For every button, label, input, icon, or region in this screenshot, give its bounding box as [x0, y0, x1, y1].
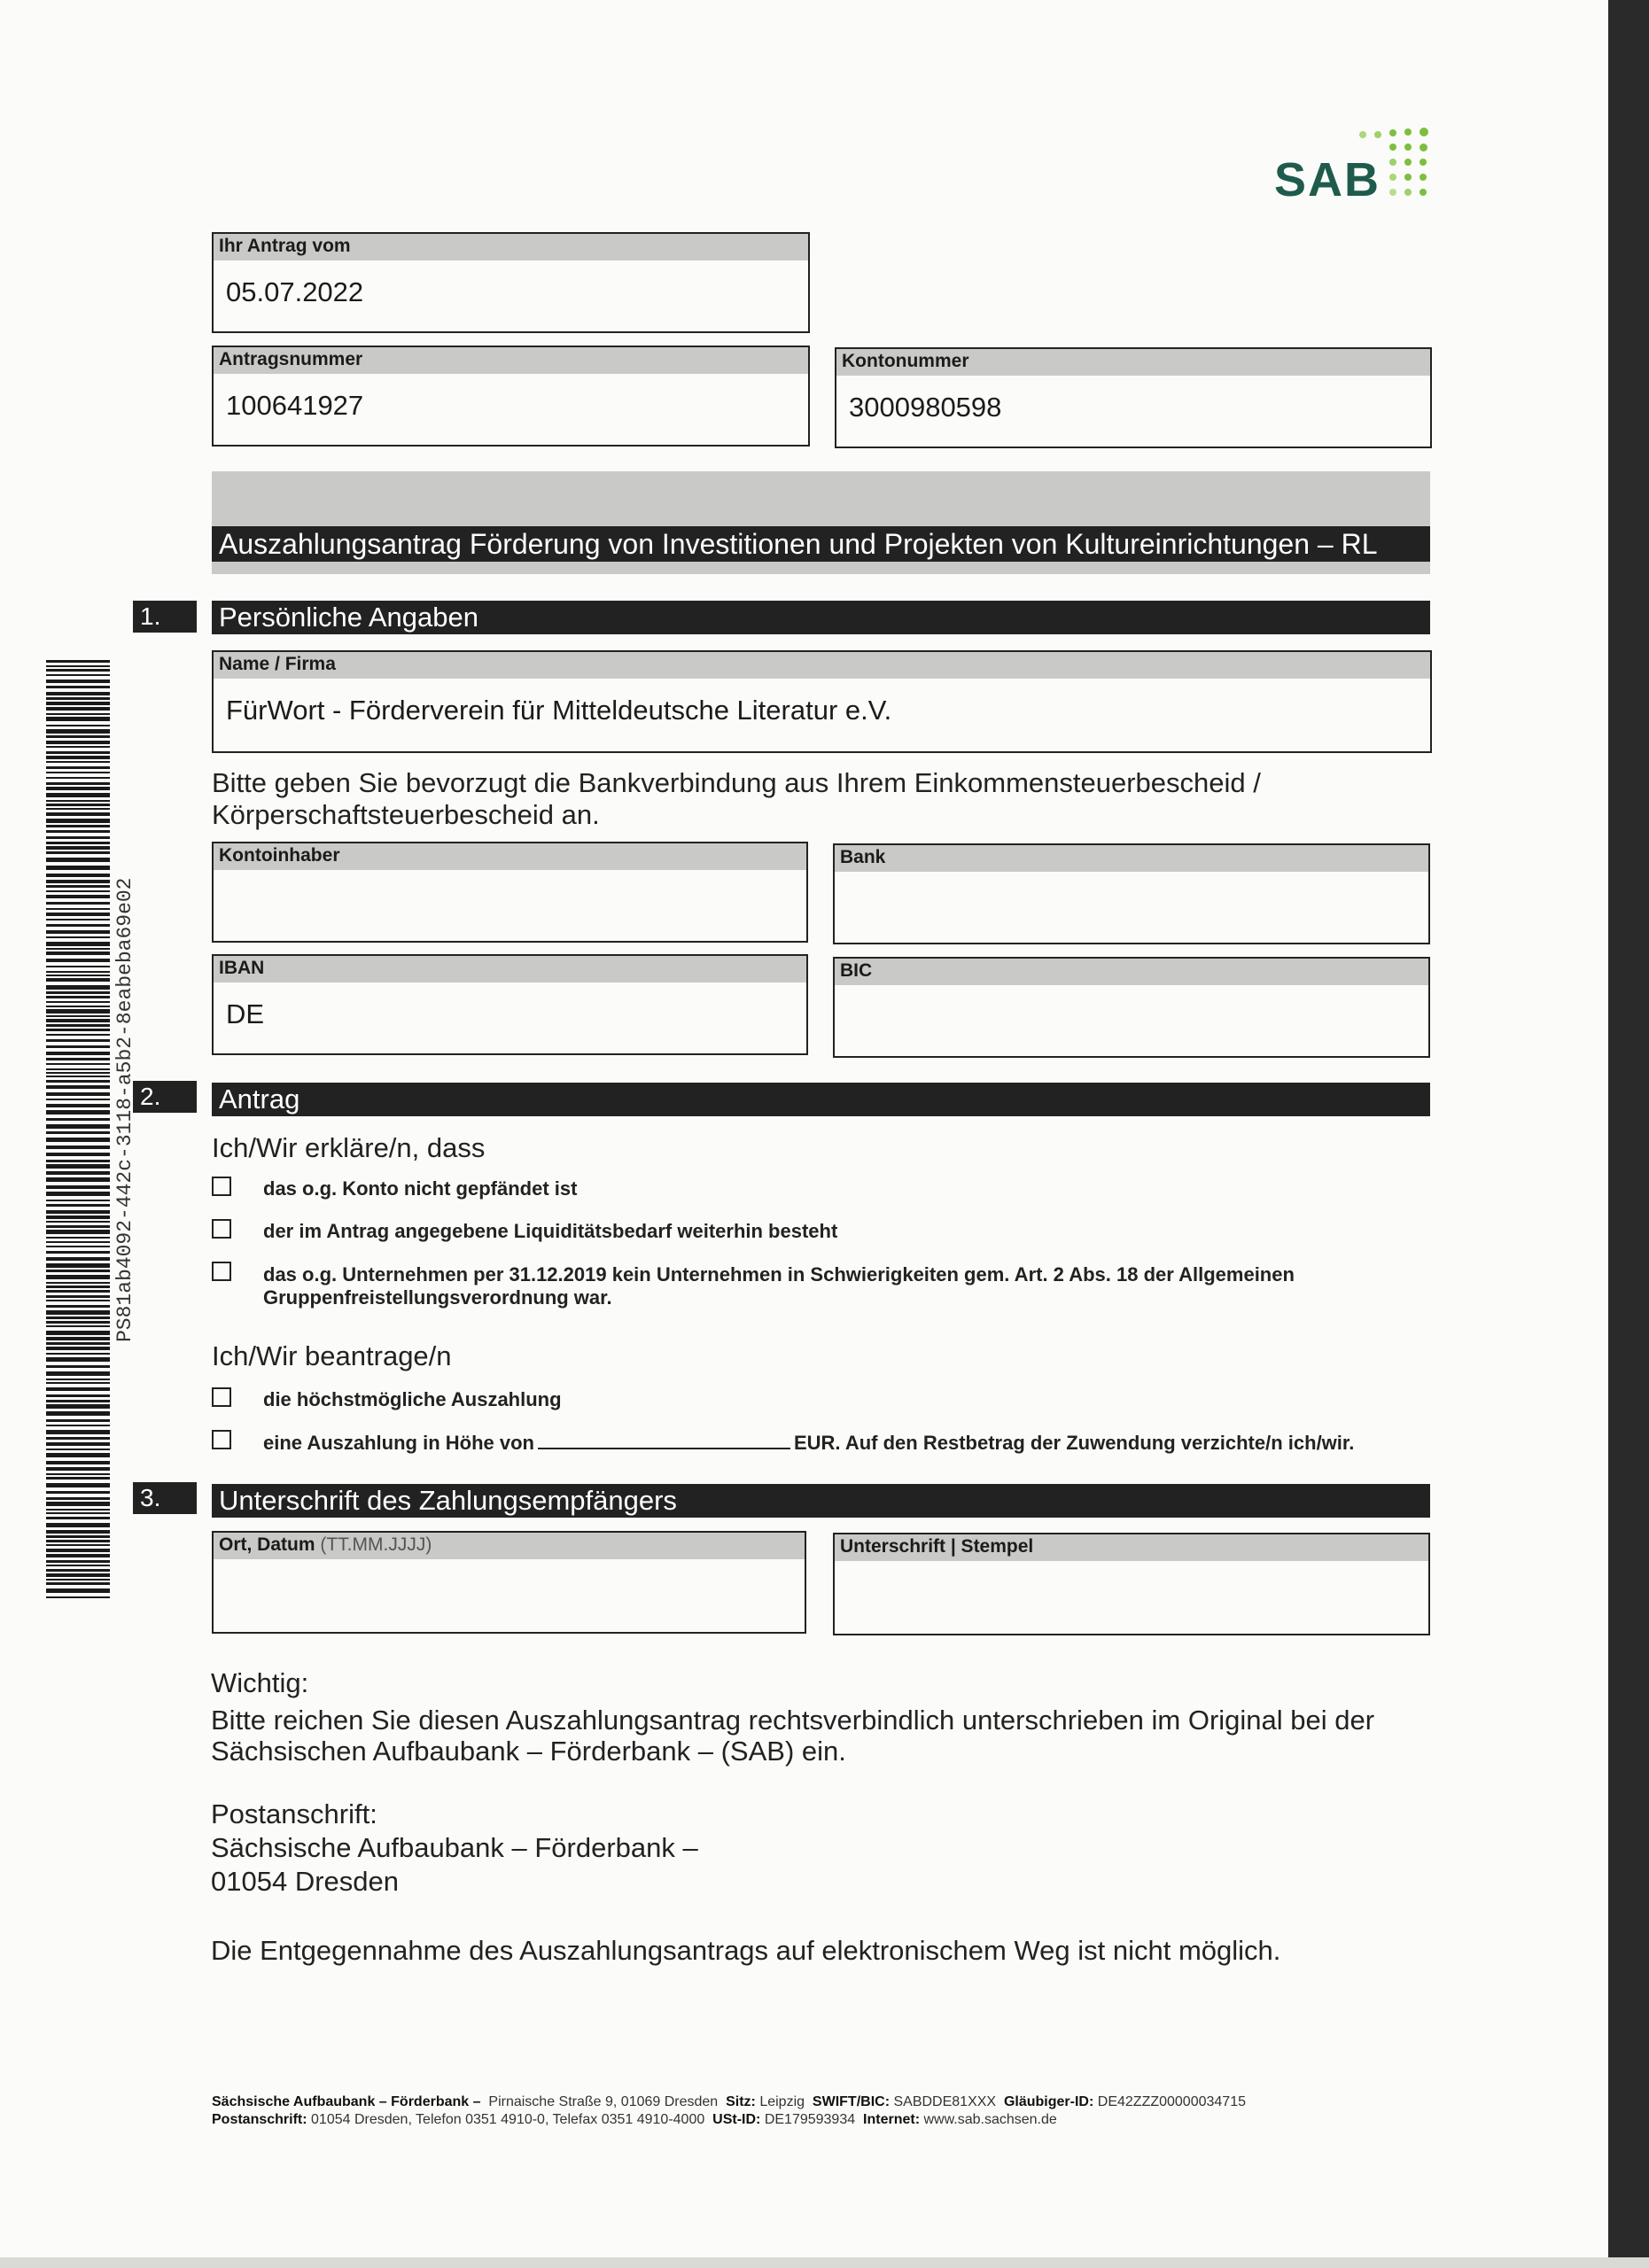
- amount-input-line[interactable]: [538, 1432, 790, 1449]
- barcode-bar: [46, 919, 110, 920]
- barcode-bar: [46, 880, 110, 883]
- bank-value: [835, 872, 1428, 888]
- sab-logo: [1274, 124, 1434, 213]
- barcode-text: PS81ab4092-442c-3118-a5b2-8eabeba69e02: [113, 877, 136, 1342]
- kontoinhaber-label: Kontoinhaber: [214, 843, 806, 870]
- barcode-bar: [46, 1400, 110, 1402]
- barcode-bar: [46, 1006, 110, 1007]
- barcode-bar: [46, 713, 110, 715]
- barcode-bar: [46, 1509, 110, 1511]
- barcode-bar: [46, 1015, 110, 1017]
- barcode-bar: [46, 1290, 110, 1293]
- antragsnummer-value: 100641927: [226, 390, 364, 421]
- declare-checkbox-1[interactable]: [212, 1177, 231, 1196]
- postal-line1: Sächsische Aufbaubank – Förderbank –: [211, 1832, 698, 1863]
- bank-label: Bank: [835, 845, 1428, 872]
- barcode-bar: [46, 1467, 110, 1471]
- barcode-bar: [46, 1382, 110, 1384]
- barcode-bar: [46, 1009, 110, 1014]
- barcode-bar: [46, 1337, 110, 1340]
- scan-edge: [1608, 0, 1649, 2268]
- barcode-bar: [46, 1153, 110, 1156]
- barcode-bar: [46, 1177, 110, 1182]
- barcode-bar: [46, 1257, 110, 1261]
- barcode-bar: [46, 1502, 110, 1506]
- barcode-bar: [46, 1124, 110, 1129]
- barcode-bar: [46, 846, 110, 850]
- barcode-bar: [46, 1085, 110, 1089]
- barcode-bar: [46, 669, 110, 672]
- barcode-bar: [46, 1076, 110, 1077]
- barcode-bar: [46, 1530, 110, 1534]
- barcode-bar: [46, 1357, 110, 1362]
- barcode-bar: [46, 1225, 110, 1228]
- barcode-bar: [46, 1461, 110, 1464]
- barcode-bar: [46, 1221, 110, 1223]
- footer-line2: Postanschrift: 01054 Dresden, Telefon 0351 4910-0, Telefax 0351 4910-4000 USt-ID: DE179593934 Internet: www.sab.sachsen.de: [212, 2112, 1057, 2127]
- barcode-bar: [46, 885, 110, 888]
- barcode-bar: [46, 1029, 110, 1031]
- barcode-bar: [46, 924, 110, 927]
- iban-label: IBAN: [214, 956, 806, 983]
- barcode-bar: [46, 1001, 110, 1003]
- bank-hint-line2: Körperschaftsteuerbescheid an.: [212, 799, 600, 830]
- name-firma-label: Name / Firma: [214, 652, 1430, 679]
- barcode-bar: [46, 1138, 110, 1142]
- barcode-bar: [46, 825, 110, 827]
- name-firma-field[interactable]: [212, 650, 1432, 753]
- barcode-bar: [46, 1483, 110, 1487]
- barcode-bar: [46, 782, 110, 785]
- barcode-bar: [46, 1549, 110, 1552]
- barcode-bar: [46, 951, 110, 955]
- barcode-bar: [46, 851, 110, 854]
- barcode-bar: [46, 1216, 110, 1219]
- barcode-bar: [46, 1442, 110, 1446]
- section-3-number: 3.: [133, 1482, 197, 1514]
- barcode-bar: [46, 1491, 110, 1494]
- apply-item-2-after: EUR. Auf den Restbetrag der Zuwendung verzichte/n ich/wir.: [793, 1432, 1355, 1454]
- barcode-bar: [46, 707, 110, 711]
- barcode-bar: [46, 1512, 110, 1514]
- barcode-bar: [46, 1300, 110, 1301]
- barcode-bar: [46, 1453, 110, 1457]
- barcode-bar: [46, 1118, 110, 1121]
- barcode-bar: [46, 1052, 110, 1055]
- antrag-vom-label: Ihr Antrag vom: [214, 234, 808, 260]
- barcode-bar: [46, 971, 110, 973]
- barcode-bar: [46, 866, 110, 870]
- antrag-vom-value: 05.07.2022: [226, 276, 364, 307]
- barcode-bar: [46, 756, 110, 759]
- antrag-vom-field[interactable]: [212, 232, 810, 333]
- barcode-bar: [46, 930, 110, 934]
- barcode-bar: [46, 996, 110, 998]
- barcode-bar: [46, 1072, 110, 1074]
- bank-hint-line1: Bitte geben Sie bevorzugt die Bankverbindung aus Ihrem Einkommensteuerbescheid /: [212, 767, 1261, 798]
- barcode-bar: [46, 836, 110, 839]
- barcode-bar: [46, 1146, 110, 1149]
- barcode-bar: [46, 1185, 110, 1189]
- barcode-bar: [46, 1285, 110, 1288]
- declare-checkbox-3[interactable]: [212, 1262, 231, 1281]
- bic-value: [835, 985, 1428, 1001]
- barcode-bar: [46, 1342, 110, 1345]
- declare-heading: Ich/Wir erkläre/n, dass: [212, 1132, 486, 1163]
- footer-line1: Sächsische Aufbaubank – Förderbank – Pirnaische Straße 9, 01069 Dresden Sitz: Leipzig SWIFT/BIC: SABDDE81XXX Gläubiger-ID: DE42ZZZ00000034715: [212, 2094, 1246, 2109]
- ort-datum-value: [214, 1559, 805, 1575]
- section-1-title: Persönliche Angaben: [212, 601, 1430, 634]
- section-2-title: Antrag: [212, 1083, 1430, 1116]
- unterschrift-field[interactable]: [833, 1533, 1430, 1635]
- barcode-bar: [46, 1371, 110, 1376]
- barcode-bar: [46, 959, 110, 962]
- barcode-bar: [46, 1241, 110, 1243]
- apply-checkbox-1[interactable]: [212, 1387, 231, 1407]
- barcode-bar: [46, 842, 110, 844]
- barcode-bar: [46, 1164, 110, 1169]
- notice-line2: Sächsischen Aufbaubank – Förderbank – (SAB) ein.: [211, 1736, 846, 1767]
- barcode-bar: [46, 1449, 110, 1450]
- barcode-bar: [46, 1310, 110, 1315]
- barcode-bar: [46, 674, 110, 676]
- barcode-bar: [46, 1104, 110, 1107]
- bank-field[interactable]: [833, 843, 1430, 944]
- antragsnummer-label: Antragsnummer: [214, 347, 808, 374]
- barcode-bar: [46, 1560, 110, 1563]
- ort-datum-label: Ort, Datum (TT.MM.JJJJ): [214, 1533, 805, 1559]
- barcode-bar: [46, 1237, 110, 1239]
- barcode-bar: [46, 895, 110, 898]
- bic-field[interactable]: [833, 957, 1430, 1058]
- barcode-bar: [46, 1024, 110, 1027]
- bic-label: BIC: [835, 959, 1428, 985]
- apply-checkbox-2[interactable]: [212, 1430, 231, 1449]
- barcode-bar: [46, 1110, 110, 1115]
- barcode-bar: [46, 1068, 110, 1070]
- section-2-number: 2.: [133, 1081, 197, 1113]
- barcode-bar: [46, 735, 110, 738]
- barcode-bar: [46, 830, 110, 833]
- barcode-bar: [46, 858, 110, 862]
- barcode-bar: [46, 1019, 110, 1022]
- barcode-bar: [46, 908, 110, 910]
- barcode-bar: [46, 1365, 110, 1368]
- barcode-bar: [46, 777, 110, 779]
- barcode-bar: [46, 1200, 110, 1201]
- form-title: Auszahlungsantrag Förderung von Investitionen und Projekten von Kultureinrichtungen – RL: [212, 526, 1430, 562]
- barcode-bar: [46, 1347, 110, 1350]
- barcode-bar: [46, 1080, 110, 1083]
- barcode-bar: [46, 787, 110, 790]
- scan-edge-bottom: [0, 2257, 1649, 2268]
- barcode-bar: [46, 766, 110, 769]
- barcode-bar: [46, 942, 110, 946]
- section-3-title: Unterschrift des Zahlungsempfängers: [212, 1484, 1430, 1518]
- barcode-bar: [46, 1394, 110, 1397]
- ort-datum-field[interactable]: [212, 1531, 806, 1634]
- barcode-bar: [46, 978, 110, 982]
- barcode-bar: [46, 966, 110, 967]
- declare-item-1: das o.g. Konto nicht gepfändet ist: [263, 1177, 578, 1200]
- section-1-number: 1.: [133, 601, 197, 633]
- apply-item-2: [263, 1431, 1354, 1455]
- unterschrift-value: [835, 1561, 1428, 1577]
- barcode-bar: [46, 1517, 110, 1519]
- barcode-bar: [46, 1353, 110, 1355]
- barcode-bar: [46, 660, 110, 663]
- barcode-bar: [46, 1192, 110, 1196]
- barcode-bar: [46, 761, 110, 763]
- electronic-notice: Die Entgegennahme des Auszahlungsantrags auf elektronischem Weg ist nicht möglich.: [211, 1935, 1281, 1966]
- barcode-bar: [46, 1573, 110, 1577]
- barcode-bar: [46, 1270, 110, 1272]
- barcode-bar: [46, 1039, 110, 1042]
- barcode-bar: [46, 1565, 110, 1566]
- declare-item-2: der im Antrag angegebene Liquiditätsbedarf weiterhin besteht: [263, 1220, 838, 1242]
- barcode-bar: [46, 1477, 110, 1480]
- postal-line2: 01054 Dresden: [211, 1866, 399, 1897]
- kontoinhaber-field[interactable]: [212, 842, 808, 943]
- kontonummer-value: 3000980598: [849, 392, 1002, 423]
- declare-checkbox-2[interactable]: [212, 1219, 231, 1239]
- barcode: [46, 660, 110, 1599]
- barcode-bar: [46, 793, 110, 797]
- barcode-bar: [46, 1092, 110, 1096]
- barcode-bar: [46, 725, 110, 726]
- barcode-bar: [46, 1230, 110, 1234]
- barcode-bar: [46, 1263, 110, 1268]
- sab-logo-text: SAB: [1274, 153, 1381, 206]
- kontonummer-label: Kontonummer: [836, 349, 1430, 376]
- barcode-bar: [46, 680, 110, 683]
- barcode-bar: [46, 1473, 110, 1475]
- barcode-bar: [46, 1579, 110, 1581]
- barcode-bar: [46, 808, 110, 810]
- barcode-bar: [46, 1063, 110, 1065]
- iban-value: DE: [226, 998, 265, 1029]
- barcode-bar: [46, 913, 110, 916]
- barcode-bar: [46, 1171, 110, 1175]
- antragsnummer-field[interactable]: [212, 346, 810, 447]
- declare-item-3-cont: Gruppenfreistellungsverordnung war.: [263, 1286, 612, 1309]
- apply-item-1: die höchstmögliche Auszahlung: [263, 1388, 562, 1410]
- barcode-bar: [46, 1331, 110, 1335]
- unterschrift-label: Unterschrift | Stempel: [835, 1534, 1428, 1561]
- barcode-bar: [46, 936, 110, 938]
- barcode-bar: [46, 1404, 110, 1409]
- barcode-bar: [46, 692, 110, 695]
- form-title-block: [212, 471, 1430, 574]
- barcode-bar: [46, 1034, 110, 1036]
- barcode-bar: [46, 812, 110, 816]
- barcode-bar: [46, 686, 110, 688]
- kontonummer-field[interactable]: [835, 347, 1432, 448]
- barcode-bar: [46, 1523, 110, 1527]
- barcode-bar: [46, 902, 110, 905]
- barcode-bar: [46, 729, 110, 734]
- barcode-bar: [46, 1131, 110, 1134]
- barcode-bar: [46, 800, 110, 802]
- ort-datum-hint: (TT.MM.JJJJ): [320, 1534, 432, 1555]
- barcode-bar: [46, 1246, 110, 1247]
- notice-line1: Bitte reichen Sie diesen Auszahlungsantrag rechtsverbindlich unterschrieben im Original bei der: [211, 1705, 1375, 1736]
- barcode-bar: [46, 1282, 110, 1284]
- barcode-bar: [46, 1317, 110, 1319]
- barcode-bar: [46, 1387, 110, 1391]
- barcode-bar: [46, 1535, 110, 1538]
- barcode-bar: [46, 1379, 110, 1380]
- barcode-bar: [46, 1497, 110, 1500]
- notice-heading: Wichtig:: [211, 1667, 309, 1698]
- barcode-bar: [46, 819, 110, 823]
- apply-heading: Ich/Wir beantrage/n: [212, 1340, 452, 1371]
- barcode-bar: [46, 1295, 110, 1298]
- barcode-bar: [46, 1582, 110, 1585]
- barcode-bar: [46, 985, 110, 990]
- name-firma-value: FürWort - Förderverein für Mitteldeutsche Literatur e.V.: [226, 695, 892, 726]
- apply-item-2-before: eine Auszahlung in Höhe von: [263, 1432, 534, 1454]
- barcode-bar: [46, 1425, 110, 1426]
- barcode-bar: [46, 1569, 110, 1572]
- barcode-bar: [46, 1099, 110, 1100]
- barcode-bar: [46, 665, 110, 667]
- barcode-bar: [46, 804, 110, 806]
- barcode-bar: [46, 1325, 110, 1327]
- barcode-bar: [46, 1596, 110, 1598]
- barcode-bar: [46, 1321, 110, 1324]
- barcode-bar: [46, 975, 110, 976]
- barcode-bar: [46, 1160, 110, 1162]
- barcode-bar: [46, 991, 110, 994]
- barcode-bar: [46, 1554, 110, 1557]
- barcode-bar: [46, 1210, 110, 1214]
- iban-field[interactable]: [212, 954, 808, 1055]
- kontoinhaber-value: [214, 870, 806, 886]
- barcode-bar: [46, 717, 110, 721]
- barcode-bar: [46, 1204, 110, 1207]
- barcode-bar: [46, 1045, 110, 1048]
- barcode-bar: [46, 1305, 110, 1308]
- barcode-bar: [46, 751, 110, 754]
- declare-item-3: das o.g. Unternehmen per 31.12.2019 kein Unternehmen in Schwierigkeiten gem. Art. 2 Abs. 18 der Allgemeinen: [263, 1263, 1295, 1285]
- barcode-bar: [46, 1251, 110, 1254]
- barcode-bar: [46, 1430, 110, 1434]
- barcode-bar: [46, 1275, 110, 1279]
- barcode-bar: [46, 746, 110, 748]
- barcode-bar: [46, 1544, 110, 1546]
- barcode-bar: [46, 1058, 110, 1060]
- barcode-bar: [46, 890, 110, 892]
- barcode-bar: [46, 1437, 110, 1440]
- barcode-bar: [46, 1540, 110, 1542]
- postal-heading: Postanschrift:: [211, 1798, 377, 1829]
- barcode-bar: [46, 697, 110, 700]
- barcode-bar: [46, 741, 110, 744]
- barcode-bar: [46, 702, 110, 705]
- barcode-bar: [46, 874, 110, 877]
- barcode-bar: [46, 948, 110, 950]
- barcode-bar: [46, 1411, 110, 1416]
- barcode-bar: [46, 1588, 110, 1593]
- barcode-bar: [46, 1419, 110, 1422]
- barcode-bar: [46, 772, 110, 773]
